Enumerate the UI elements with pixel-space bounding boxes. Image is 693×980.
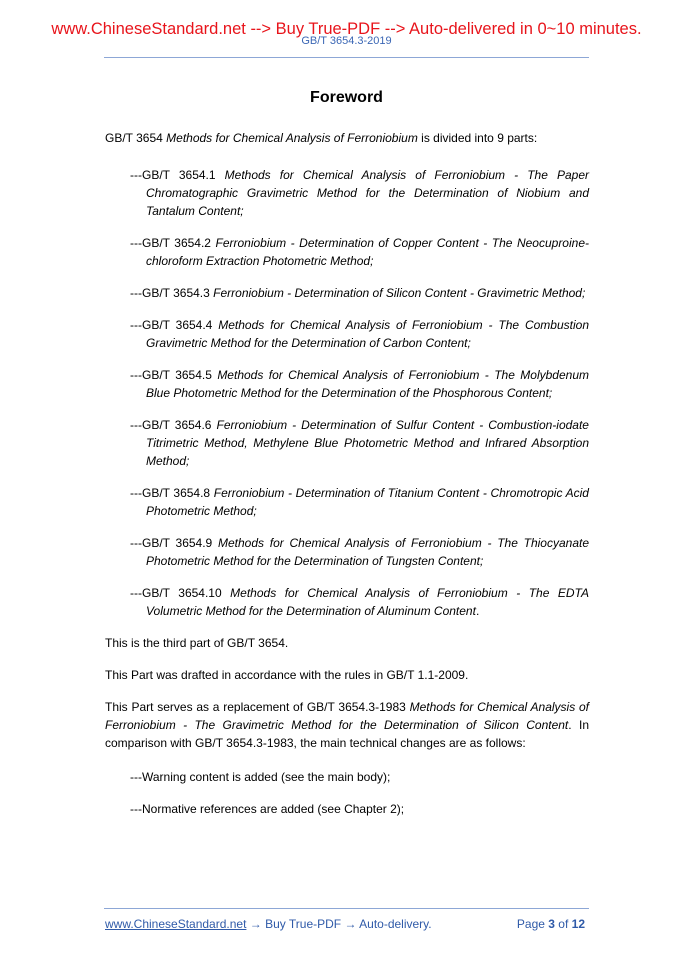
part-item-2 <box>130 234 589 270</box>
document-id: GB/T 3654.3-2019 <box>301 35 392 47</box>
part-item-3 <box>130 284 589 302</box>
part-title: Methods for Chemical Analysis of Ferroniobium - The Thiocyanate Photometric Method for the Determination of Tungsten Content; <box>146 536 589 568</box>
footer-links <box>105 915 432 933</box>
part-title: Ferroniobium - Determination of Sulfur Content - Combustion-iodate Titrimetric Method, Methylene Blue Photometric Method and Infrared Absorption Method; <box>146 418 589 468</box>
footer-delivery-text: Auto-delivery. <box>359 917 432 931</box>
part-item-9 <box>130 534 589 570</box>
of-label: of <box>554 917 572 931</box>
part-item-4 <box>130 316 589 352</box>
footer-buy-text: Buy True-PDF <box>265 917 342 931</box>
part-title: Ferroniobium - Determination of Copper Content - The Neocuproine-chloroform Extraction Photometric Method; <box>146 236 589 268</box>
page-label: Page <box>516 917 549 931</box>
part-code: ---GB/T 3654.3 <box>130 286 214 300</box>
part-title: Methods for Chemical Analysis of Ferroniobium - The EDTA Volumetric Method for the Determination of Aluminum Content <box>146 586 589 618</box>
page-title: Foreword <box>310 89 383 106</box>
part-title: Ferroniobium - Determination of Silicon Content - Gravimetric Method; <box>213 286 586 300</box>
part-item-1 <box>130 166 589 220</box>
part-code: ---GB/T 3654.10 <box>130 586 231 600</box>
drafted-paragraph: This Part was drafted in accordance with the rules in GB/T 1.1-2009. <box>105 668 469 682</box>
part-code: ---GB/T 3654.4 <box>130 318 219 332</box>
total-pages: 12 <box>571 917 585 931</box>
part-title: Ferroniobium - Determination of Titanium Content - Chromotropic Acid Photometric Method; <box>146 486 589 518</box>
replacement-paragraph <box>105 698 589 752</box>
change-item-references: ---Normative references are added (see Chapter 2); <box>130 802 405 816</box>
page-indicator <box>517 915 585 933</box>
part-title: Methods for Chemical Analysis of Ferroniobium - The Molybdenum Blue Photometric Method for the Determination of the Phosphorous Content; <box>146 368 589 400</box>
arrow-icon: → <box>341 917 360 931</box>
replacement-prefix: This Part serves as a replacement of GB/T 3654.3-1983 <box>105 700 410 714</box>
header-divider <box>104 57 589 58</box>
intro-title: Methods for Chemical Analysis of Ferroniobium <box>166 131 418 145</box>
page-number: 3 <box>548 917 555 931</box>
intro-suffix: is divided into 9 parts: <box>417 131 538 145</box>
footer-divider <box>104 908 589 909</box>
change-item-warning: ---Warning content is added (see the main body); <box>130 770 391 784</box>
third-part-paragraph: This is the third part of GB/T 3654. <box>105 636 289 650</box>
part-code: ---GB/T 3654.2 <box>130 236 216 250</box>
part-item-5 <box>130 366 589 402</box>
part-code: ---GB/T 3654.8 <box>130 486 214 500</box>
part-item-10 <box>130 584 589 620</box>
replacement-title: Methods for Chemical Analysis of Ferroniobium - The Gravimetric Method for the Determination of Silicon Content <box>105 700 589 732</box>
part-item-6 <box>130 416 589 470</box>
part-title: Methods for Chemical Analysis of Ferroniobium - The Paper Chromatographic Gravimetric Method for the Determination of Niobium and Tantalum Content; <box>146 168 589 218</box>
document-body <box>105 129 589 832</box>
part-code: ---GB/T 3654.1 <box>130 168 225 182</box>
part-item-8 <box>130 484 589 520</box>
part-title: Methods for Chemical Analysis of Ferroniobium - The Combustion Gravimetric Method for the Determination of Carbon Content; <box>146 318 589 350</box>
replacement-suffix: . In comparison with GB/T 3654.3-1983, the main technical changes are as follows: <box>105 718 589 750</box>
part-tail: . <box>475 604 480 618</box>
page-footer <box>105 915 589 933</box>
top-banner[interactable]: www.ChineseStandard.net --> Buy True-PDF --> Auto-delivered in 0~10 minutes. <box>51 20 642 38</box>
footer-site-link[interactable]: www.ChineseStandard.net <box>105 917 247 931</box>
part-code: ---GB/T 3654.9 <box>130 536 218 550</box>
part-code: ---GB/T 3654.5 <box>130 368 218 382</box>
intro-paragraph <box>105 129 589 147</box>
intro-prefix: GB/T 3654 <box>105 131 167 145</box>
part-code: ---GB/T 3654.6 <box>130 418 217 432</box>
arrow-icon: → <box>246 917 266 931</box>
